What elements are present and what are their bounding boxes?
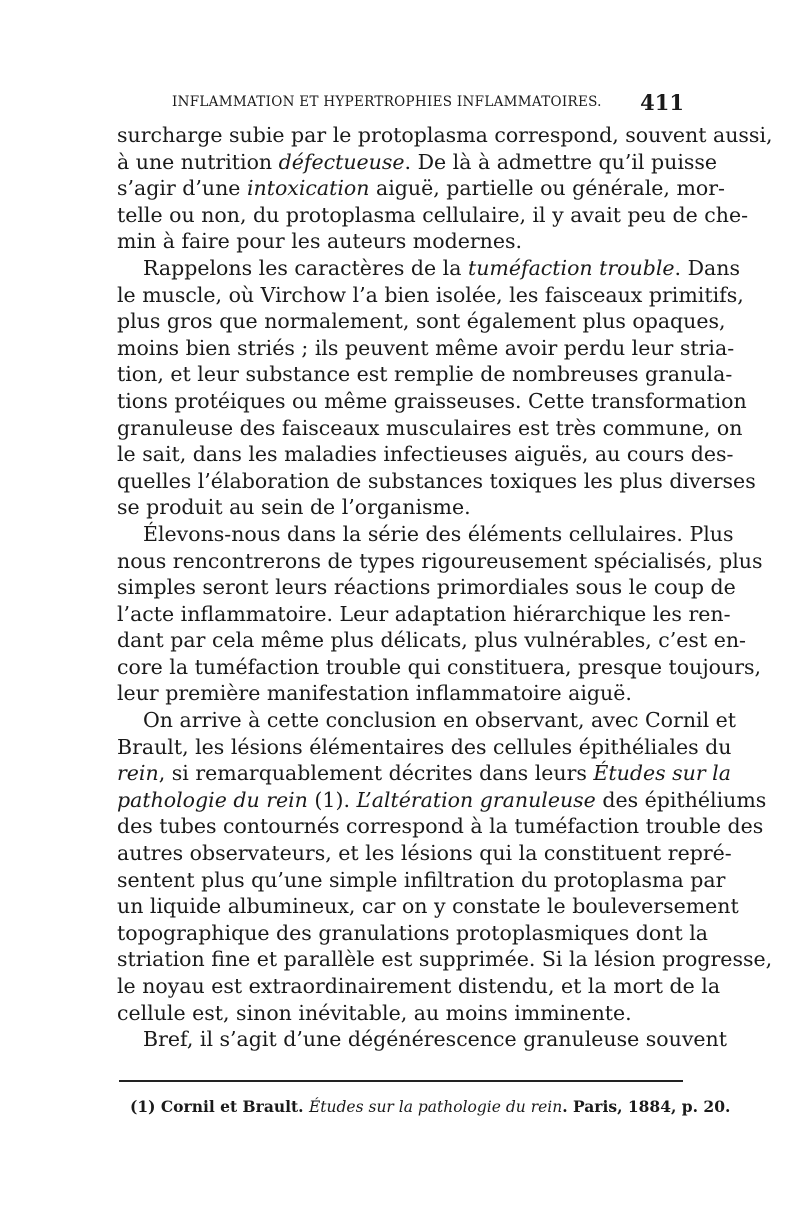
text-line: core la tuméfaction trouble qui constituera, presque toujours,: [117, 654, 762, 679]
text-line: le noyau est extraordinairement distendu, et la mort de la: [117, 974, 721, 998]
body-text: [117, 122, 773, 1053]
text-line: On arrive à cette conclusion en observant, avec Cornil et: [143, 708, 737, 733]
text-line: simples seront leurs réactions primordiales sous le coup de: [117, 575, 736, 600]
text-line: s’agir d’une intoxication aiguë, partielle ou générale, mor-: [117, 176, 725, 201]
text-line: sentent plus qu’une simple infiltration du protoplasma par: [117, 867, 726, 892]
footnote-divider: [119, 1080, 683, 1082]
text-line: surcharge subie par le protoplasma correspond, souvent aussi,: [117, 123, 773, 147]
text-line: Rappelons les caractères de la tuméfaction trouble. Dans: [143, 255, 740, 280]
text-line: se produit au sein de l’organisme.: [117, 495, 471, 520]
text-line: à une nutrition défectueuse. De là à admettre qu’il puisse: [117, 149, 718, 174]
footnote-authors: Cornil et Brault.: [155, 1097, 309, 1116]
text-line: Brault, les lésions élémentaires des cellules épithéliales du: [117, 734, 732, 759]
running-title: INFLAMMATION ET HYPERTROPHIES INFLAMMATOIRES.: [172, 94, 602, 110]
text-line: autres observateurs, et les lésions qui la constituent repré-: [117, 841, 732, 866]
text-line: plus gros que normalement, sont également plus opaques,: [117, 309, 726, 334]
text-line: Bref, il s’agit d’une dégénérescence granuleuse souvent: [143, 1027, 727, 1052]
text-line: tions protéiques ou même graisseuses. Cette transformation: [117, 388, 747, 413]
text-line: striation fine et parallèle est supprimée. Si la lésion progresse,: [117, 947, 773, 972]
text-line: topographique des granulations protoplasmiques dont la: [117, 920, 708, 945]
text-line: pathologie du rein (1). L’altération granuleuse des épithéliums: [117, 787, 767, 812]
text-line: un liquide albumineux, car on y constate le bouleversement: [117, 894, 739, 919]
text-line: le sait, dans les maladies infectieuses aiguës, au cours des-: [117, 442, 734, 467]
text-line: telle ou non, du protoplasma cellulaire, il y avait peu de che-: [117, 202, 749, 227]
text-line: min à faire pour les auteurs modernes.: [117, 229, 523, 254]
text-line: dant par cela même plus délicats, plus vulnérables, c’est en-: [117, 628, 746, 653]
text-line: leur première manifestation inflammatoire aiguë.: [117, 681, 632, 706]
text-line: nous rencontrerons de types rigoureusement spécialisés, plus: [117, 548, 763, 573]
text-line: Élevons-nous dans la série des éléments cellulaires. Plus: [143, 521, 734, 546]
page-number: 411: [640, 90, 684, 115]
text-line: cellule est, sinon inévitable, au moins imminente.: [117, 1000, 632, 1025]
footnote: [130, 1097, 731, 1116]
text-line: des tubes contournés correspond à la tuméfaction trouble des: [117, 814, 764, 839]
text-line: l’acte inflammatoire. Leur adaptation hiérarchique les ren-: [117, 601, 731, 626]
page-header: [172, 90, 684, 120]
footnote-title: Études sur la pathologie du rein: [308, 1098, 563, 1116]
text-line: granuleuse des faisceaux musculaires est très commune, on: [117, 415, 743, 440]
text-line: moins bien striés ; ils peuvent même avoir perdu leur stria-: [117, 335, 735, 360]
text-line: tion, et leur substance est remplie de nombreuses granula-: [117, 362, 733, 387]
footnote-reference: . Paris, 1884, p. 20.: [562, 1097, 731, 1116]
text-line: quelles l’élaboration de substances toxiques les plus diverses: [117, 468, 756, 493]
text-line: rein, si remarquablement décrites dans leurs Études sur la: [117, 761, 731, 786]
footnote-marker: (1): [130, 1097, 156, 1116]
text-line: le muscle, où Virchow l’a bien isolée, les faisceaux primitifs,: [117, 282, 744, 307]
